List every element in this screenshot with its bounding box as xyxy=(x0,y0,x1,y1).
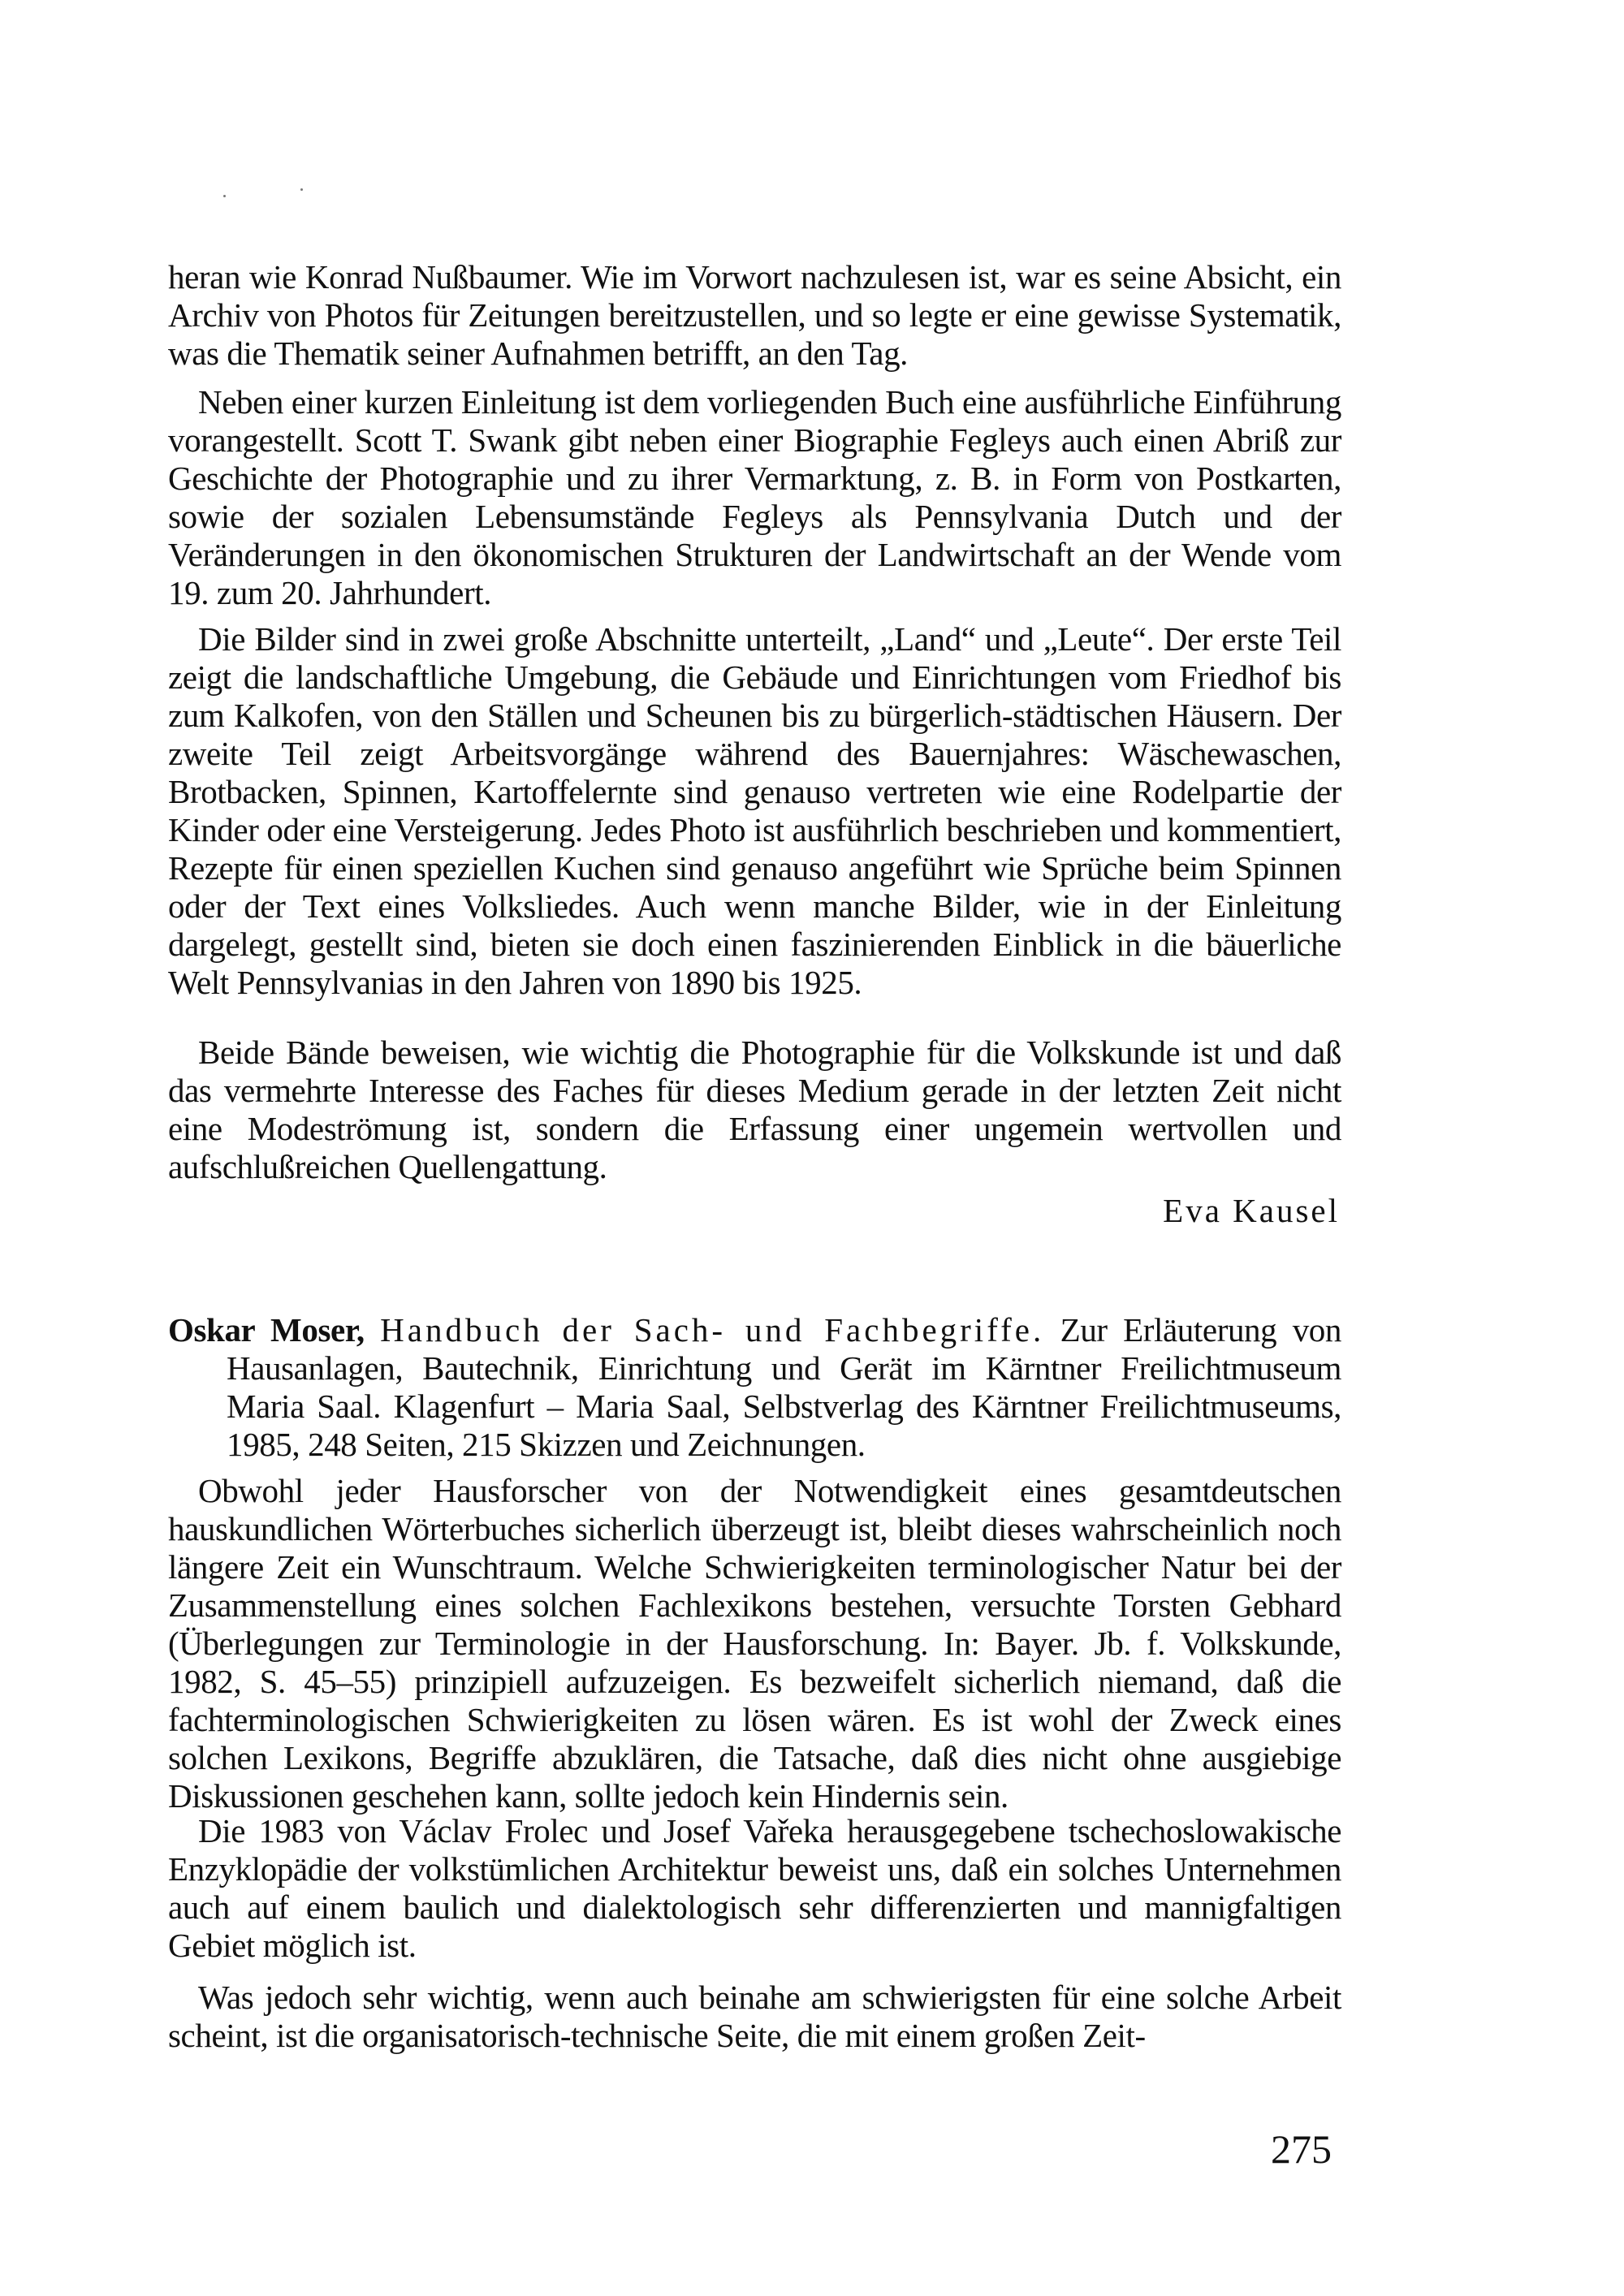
entry-author: Oskar Moser, xyxy=(168,1311,365,1349)
entry-title: Handbuch der Sach- und Fachbegriffe. xyxy=(380,1311,1045,1349)
page-number: 275 xyxy=(1271,2126,1332,2172)
review-text-7 xyxy=(168,1979,1341,2055)
review-text-2 xyxy=(168,383,1341,612)
paragraph: Neben einer kurzen Einleitung ist dem vorliegenden Buch eine ausführliche Einführung vorangestellt. Scott T. Swank gibt neben einer Biographie Fegleys auch einen Abriß zur Geschichte der Photographie und zu ihrer Vermarktung, z. B. in Form von Postkarten, sowie der sozialen Lebensumstände Fegleys als Pennsylvania Dutch und der Veränderungen in den ökonomischen Strukturen der Landwirtschaft an der Wende vom 19. zum 20. Jahrhundert. xyxy=(168,383,1341,611)
review-text-5 xyxy=(168,1472,1341,1815)
paragraph: heran wie Konrad Nußbaumer. Wie im Vorwort nachzulesen ist, war es seine Absicht, ein Archiv von Photos für Zeitungen bereitzustellen, und so legte er eine gewisse Systematik, was die Thematik seiner Aufnahmen betrifft, an den Tag. xyxy=(168,258,1341,372)
review-text-1 xyxy=(168,258,1341,373)
entry-details: Zur Erläuterung von Hausanlagen, Bautechnik, Einrichtung und Gerät im Kärntner Freilichtmuseum Maria Saal. Klagenfurt – Maria Saal, Selbstverlag des Kärntner Freilichtmuseums, 1985, 248 Seiten, 215 Skizzen und Zeichnungen. xyxy=(227,1311,1341,1463)
reviewer-signature: Eva Kausel xyxy=(1163,1192,1340,1229)
paragraph: Die 1983 von Václav Frolec und Josef Vařeka herausgegebene tschechoslowakische Enzyklopädie der volkstümlichen Architektur beweist uns, daß ein solches Unternehmen auch auf einem baulich und dialektologisch sehr differenzierten und mannigfaltigen Gebiet möglich ist. xyxy=(168,1812,1341,1964)
review-text-3 xyxy=(168,620,1341,1002)
paragraph: Beide Bände beweisen, wie wichtig die Photographie für die Volkskunde ist und daß das vermehrte Interesse des Faches für dieses Medium gerade in der letzten Zeit nicht eine Modeströmung ist, sondern die Erfassung einer ungemein wertvollen und aufschlußreichen Quellengattung. xyxy=(168,1034,1341,1185)
scan-speck xyxy=(300,188,303,191)
paragraph: Was jedoch sehr wichtig, wenn auch beinahe am schwierigsten für eine solche Arbeit scheint, ist die organisatorisch-technische Seite, die mit einem großen Zeit- xyxy=(168,1979,1341,2054)
bibliographic-entry xyxy=(168,1311,1341,1464)
review-text-6 xyxy=(168,1812,1341,1965)
paragraph: Obwohl jeder Hausforscher von der Notwendigkeit eines gesamtdeutschen hauskundlichen Wörterbuches sicherlich überzeugt ist, bleibt dieses wahrscheinlich noch längere Zeit ein Wunschtraum. Welche Schwierigkeiten terminologischer Natur bei der Zusammenstellung eines solchen Fachlexikons bestehen, versuchte Torsten Gebhard (Überlegungen zur Terminologie in der Hausforschung. In: Bayer. Jb. f. Volkskunde, 1982, S. 45–55) prinzipiell aufzuzeigen. Es bezweifelt sicherlich niemand, daß die fachterminologischen Schwierigkeiten zu lösen wären. Es ist wohl der Zweck eines solchen Lexikons, Begriffe abzuklären, die Tatsache, daß dies nicht ohne ausgiebige Diskussionen geschehen kann, sollte jedoch kein Hindernis sein. xyxy=(168,1472,1341,1815)
review-text-4 xyxy=(168,1034,1341,1186)
paragraph: Die Bilder sind in zwei große Abschnitte unterteilt, „Land“ und „Leute“. Der erste Teil zeigt die landschaftliche Umgebung, die Gebäude und Einrichtungen vom Friedhof bis zum Kalkofen, von den Ställen und Scheunen bis zu bürgerlich-städtischen Häusern. Der zweite Teil zeigt Arbeitsvorgänge während des Bauernjahres: Wäschewaschen, Brotbacken, Spinnen, Kartoffelernte sind genauso vertreten wie eine Rodelpartie der Kinder oder eine Versteigerung. Jedes Photo ist ausführlich beschrieben und kommentiert, Rezepte für einen speziellen Kuchen sind genauso angeführt wie Sprüche beim Spinnen oder der Text eines Volksliedes. Auch wenn manche Bilder, wie in der Einleitung dargelegt, gestellt sind, bieten sie doch einen faszinierenden Einblick in die bäuerliche Welt Pennsylvanias in den Jahren von 1890 bis 1925. xyxy=(168,620,1341,1001)
scan-speck xyxy=(223,195,226,197)
